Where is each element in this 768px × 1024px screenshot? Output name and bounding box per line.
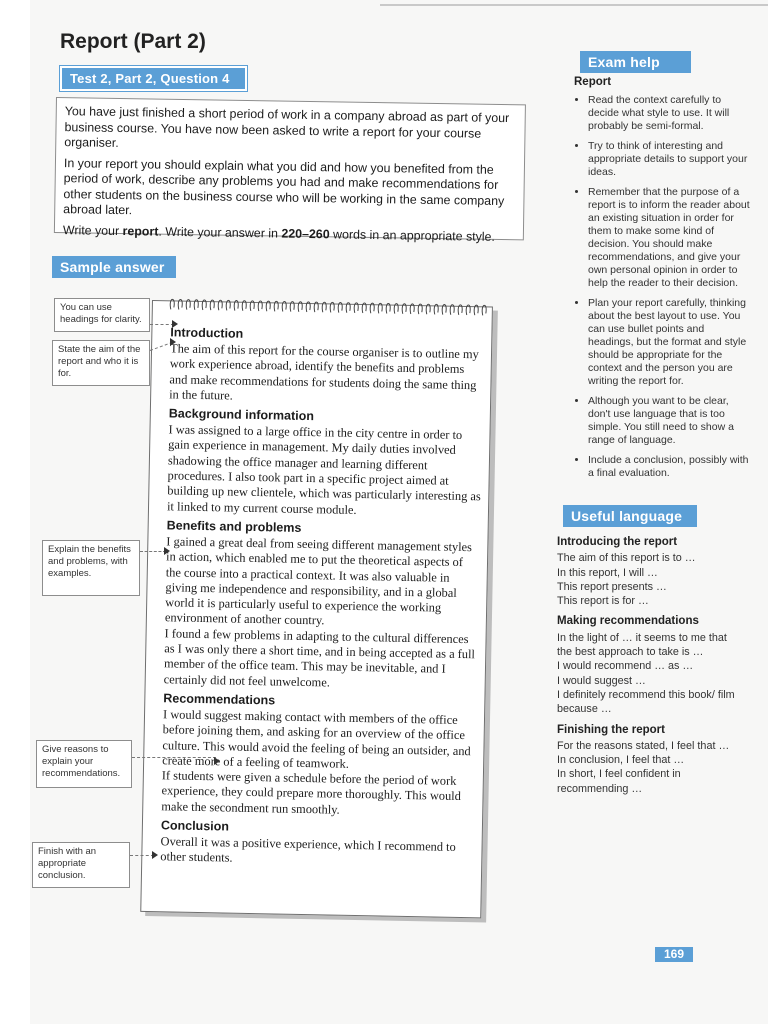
spiral-ring [250,301,254,311]
spiral-ring [306,302,310,312]
spiral-ring [258,301,262,311]
useful-group-heading: Making recommendations [557,615,699,628]
useful-group-introducing [557,535,737,608]
useful-language-panel [557,535,737,802]
annotation-benefits: Explain the benefits and problems, with examples. [42,540,140,596]
exam-help-item: • Although you want to be clear, don't use language that is too simple. You still need to show a range of language. [588,395,750,447]
spiral-ring [314,302,318,312]
useful-phrase: This report presents … [557,580,667,593]
annotation-recommendations: Give reasons to explain your recommendations. [36,740,132,788]
section-heading-background: Background information [168,406,315,424]
useful-language-tag: Useful language [563,505,697,527]
spiral-ring [218,300,222,310]
annotation-arrow [140,551,166,552]
annotation-aim: State the aim of the report and who it is for. [52,340,150,386]
section-text: I would suggest making contact with members of the office before joining them, and asking for an overview of the office culture. This would avoid the feeling of being an outsider, and create more of a feeling of teamwork. [162,707,471,771]
spiral-ring [338,303,342,313]
spiral-ring [402,304,406,314]
annotation-arrow [130,855,154,856]
arrow-head-icon [214,757,220,765]
section-text: I was assigned to a large office in the city centre in order to gain experience in management. My daily duties involved shadowing the office manager and learning different procedures. I also took part in a specific project aimed at building up new clientele, which was particularly interesting as it linked to my current course module. [166,422,481,517]
section-text: I found a few problems in adapting to the cultural differences as I was only there a short time, and in being accepted as a full member of the office team. This may be inevitable, and I certainly did not feel unwelcome. [163,626,476,690]
useful-phrase: In short, I feel confident in recommending … [557,768,681,795]
question-tag: Test 2, Part 2, Question 4 [60,66,247,91]
section-text: Overall it was a positive experience, which I recommend to other students. [160,834,456,865]
spiral-ring [362,303,366,313]
exam-help-tag: Exam help [580,51,691,73]
useful-phrase: This report is for … [557,595,649,608]
spiral-ring [210,300,214,310]
annotation-conclusion: Finish with an appropriate conclusion. [32,842,130,888]
section-heading-introduction: Introduction [170,325,244,341]
spiral-ring [410,304,414,314]
section-heading-conclusion: Conclusion [160,818,230,834]
arrow-head-icon [164,547,170,555]
page-number: 169 [655,947,693,962]
spiral-ring [466,305,470,315]
task-paragraph-2: In your report you should explain what you did and how you benefited from the period of work, describe any problems you had and make recommendations for other students on the business course who will be working in the same company abroad later. [63,155,505,218]
sample-notebook [140,300,493,918]
exam-help-item: • Remember that the purpose of a report is to inform the reader about an existing situation in order for them to make some kind of decision. You should make recommendations, and give your own personal opinion in order to help the reader to their decision. [588,186,750,290]
spiral-ring [266,301,270,311]
spiral-ring [450,305,454,315]
spiral-ring [170,299,174,309]
spiral-ring [226,300,230,310]
spiral-ring [330,302,334,312]
useful-phrase: The aim of this report is to … [557,552,696,565]
useful-phrase: I would recommend … as … [557,660,694,673]
spiral-ring [386,303,390,313]
top-rule [380,4,768,6]
useful-phrase: I would suggest … [557,674,646,687]
task-box [54,97,526,244]
spiral-ring [482,305,486,315]
exam-help-item: • Plan your report carefully, thinking about the best layout to use. You can use bullet points and headings, but the format and style should be appropriate for the context and the person you are writing the report for. [588,297,750,388]
exam-help-heading: Report [574,76,612,88]
spiral-ring [290,302,294,312]
useful-phrase: For the reasons stated, I feel that … [557,739,730,752]
section-heading-recommendations: Recommendations [163,691,276,708]
useful-phrase: I definitely recommend this book/ film because … [557,688,735,716]
spiral-ring [234,301,238,311]
annotation-arrow [132,757,216,758]
spiral-ring [282,301,286,311]
useful-group-heading: Introducing the report [557,536,678,548]
annotation-headings: You can use headings for clarity. [54,298,150,332]
task-paragraph-1: You have just finished a short period of work in a company abroad as part of your business course. You have now been asked to write a report for your course organiser. [64,104,510,150]
arrow-head-icon [172,320,178,328]
annotation-arrow [150,324,174,325]
spiral-ring [442,305,446,315]
spiral-ring [322,302,326,312]
spiral-ring [202,300,206,310]
spiral-ring [346,303,350,313]
exam-help-item: • Read the context carefully to decide what style to use. It will probably be semi-formal. [588,94,750,133]
section-heading-benefits: Benefits and problems [166,518,302,535]
spiral-ring [370,303,374,313]
arrow-head-icon [152,851,158,859]
spiral-ring [474,305,478,315]
spiral-ring [194,300,198,310]
spiral-ring [378,303,382,313]
useful-phrase: In conclusion, I feel that … [557,754,685,767]
spiral-ring [178,299,182,309]
spiral-ring [394,304,398,314]
arrow-head-icon [170,338,176,346]
spiral-ring [354,303,358,313]
notebook-content [160,321,485,871]
exam-help-list [574,94,750,480]
spiral-ring [298,302,302,312]
exam-help-panel [574,76,750,487]
spiral-ring [186,300,190,310]
useful-group-recommendations [557,614,737,716]
useful-phrase: In the light of … it seems to me that the best approach to take is … [557,631,727,659]
useful-phrase: In this report, I will … [557,566,658,579]
spiral-ring [458,305,462,315]
spiral-ring [434,304,438,314]
exam-help-item: • Try to think of interesting and appropriate details to support your ideas. [588,140,750,179]
section-text: The aim of this report for the course organiser is to outline my work experience abroad, identify the benefits and problems and make recommendations for students doing the same thing in the future. [169,341,479,403]
page-title: Report (Part 2) [60,30,206,53]
exam-help-item: • Include a conclusion, possibly with a final evaluation. [588,454,750,480]
spiral-ring [418,304,422,314]
spiral-ring [426,304,430,314]
section-text: If students were given a schedule before the period of work experience, they could prepare more thoroughly. This would make the secondment run smoothly. [161,768,462,817]
section-text: I gained a great deal from seeing different management styles in action, which enabled me to put the theoretical aspects of the course into a practical context. It was also valuable in giving me independence and responsibility, and in a global world it is particularly useful to experience the working environment of another country. [164,534,473,628]
useful-group-heading: Finishing the report [557,723,665,736]
spiral-ring [242,301,246,311]
sample-answer-tag: Sample answer [52,256,176,278]
task-paragraph-3: Write your report. Write your answer in 220–260 words in an appropriate style. [62,222,496,244]
useful-group-finishing [557,723,737,796]
spiral-ring [274,301,278,311]
